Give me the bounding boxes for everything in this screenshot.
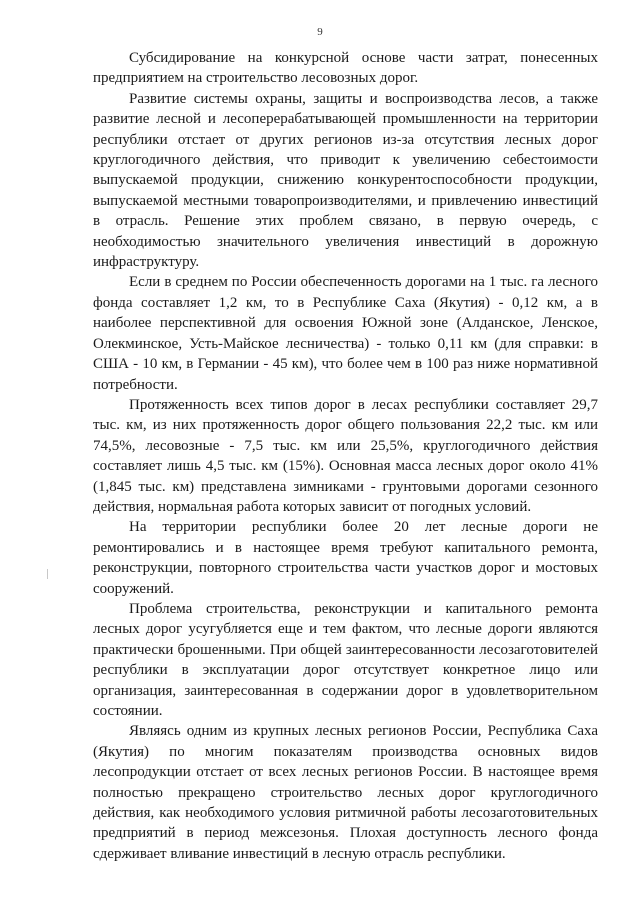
paragraph-road-subsidy: Субсидирование на конкурсной основе части затрат, понесенных предприятием на строительство лесовозных дорог. [93, 50, 598, 87]
body-text [93, 48, 598, 864]
paragraph-road-repair: На территории республики более 20 лет лесные дороги не ремонтировались и в настоящее время требуют капитального ремонта, реконструкции, повторного строительства части участков дорог и мостовых сооружений. [93, 519, 598, 597]
paragraph-abandoned-roads: Проблема строительства, реконструкции и капитального ремонта лесных дорог усугубляется еще и тем фактом, что лесные дороги являются практически брошенными. При общей заинтересованности лесозаготовителей республики в эксплуатации дорог отсутствует конкретное лицо или организация, заинтересованная в содержании дорог в удовлетворительном состоянии. [93, 600, 598, 719]
paragraph-road-length: Протяженность всех типов дорог в лесах республики составляет 29,7 тыс. км, из них протяженность дорог общего пользования 22,2 тыс. км или 74,5%, лесовозные - 7,5 тыс. км или 25,5%, круглогодичного действия составляет лишь 4,5 тыс. км (15%). Основная масса лесных дорог около 41% (1,845 тыс. км) представлена зимниками - грунтовыми дорогами сезонного действия, нормальная работа которых зависит от погодных условий. [93, 396, 598, 515]
paragraph-investment: Являясь одним из крупных лесных регионов России, Республика Саха (Якутия) по многим показателям производства основных видов лесопродукции отстает от всех лесных регионов России. В настоящее время полностью прекращено строительство лесных дорог круглогодичного действия, как необходимого условия ритмичной работы лесозаготовительных предприятий в период межсезонья. Плохая доступность лесного фонда сдерживает вливание инвестиций в лесную отрасль республики. [93, 723, 598, 862]
page-number: 9 [317, 26, 323, 38]
paragraph-road-density: Если в среднем по России обеспеченность дорогами на 1 тыс. га лесного фонда составляет 1,2 км, то в Республике Саха (Якутия) - 0,12 км, а в наиболее перспективной для освоения Южной зоне (Алданское, Ленское, Олекминское, Усть-Майское лесничества) - только 0,11 км (для справки: в США - 10 км, в Германии - 45 км), что более чем в 100 раз ниже нормативной потребности. [93, 274, 598, 393]
paragraph-forest-protection: Развитие системы охраны, защиты и воспроизводства лесов, а также развитие лесной и лесоперерабатывающей промышленности на территории республики отстает от других регионов из-за отсутствия лесных дорог круглогодичного действия, что приводит к увеличению себестоимости выпускаемой продукции, снижению конкурентоспособности продукции, выпускаемой местными товаропроизводителями, и привлечению инвестиций в отрасль. Решение этих проблем связано, в первую очередь, с необходимостью значительного увеличения инвестиций в дорожную инфраструктуру. [93, 90, 598, 271]
scan-artifact-mark [47, 569, 48, 579]
